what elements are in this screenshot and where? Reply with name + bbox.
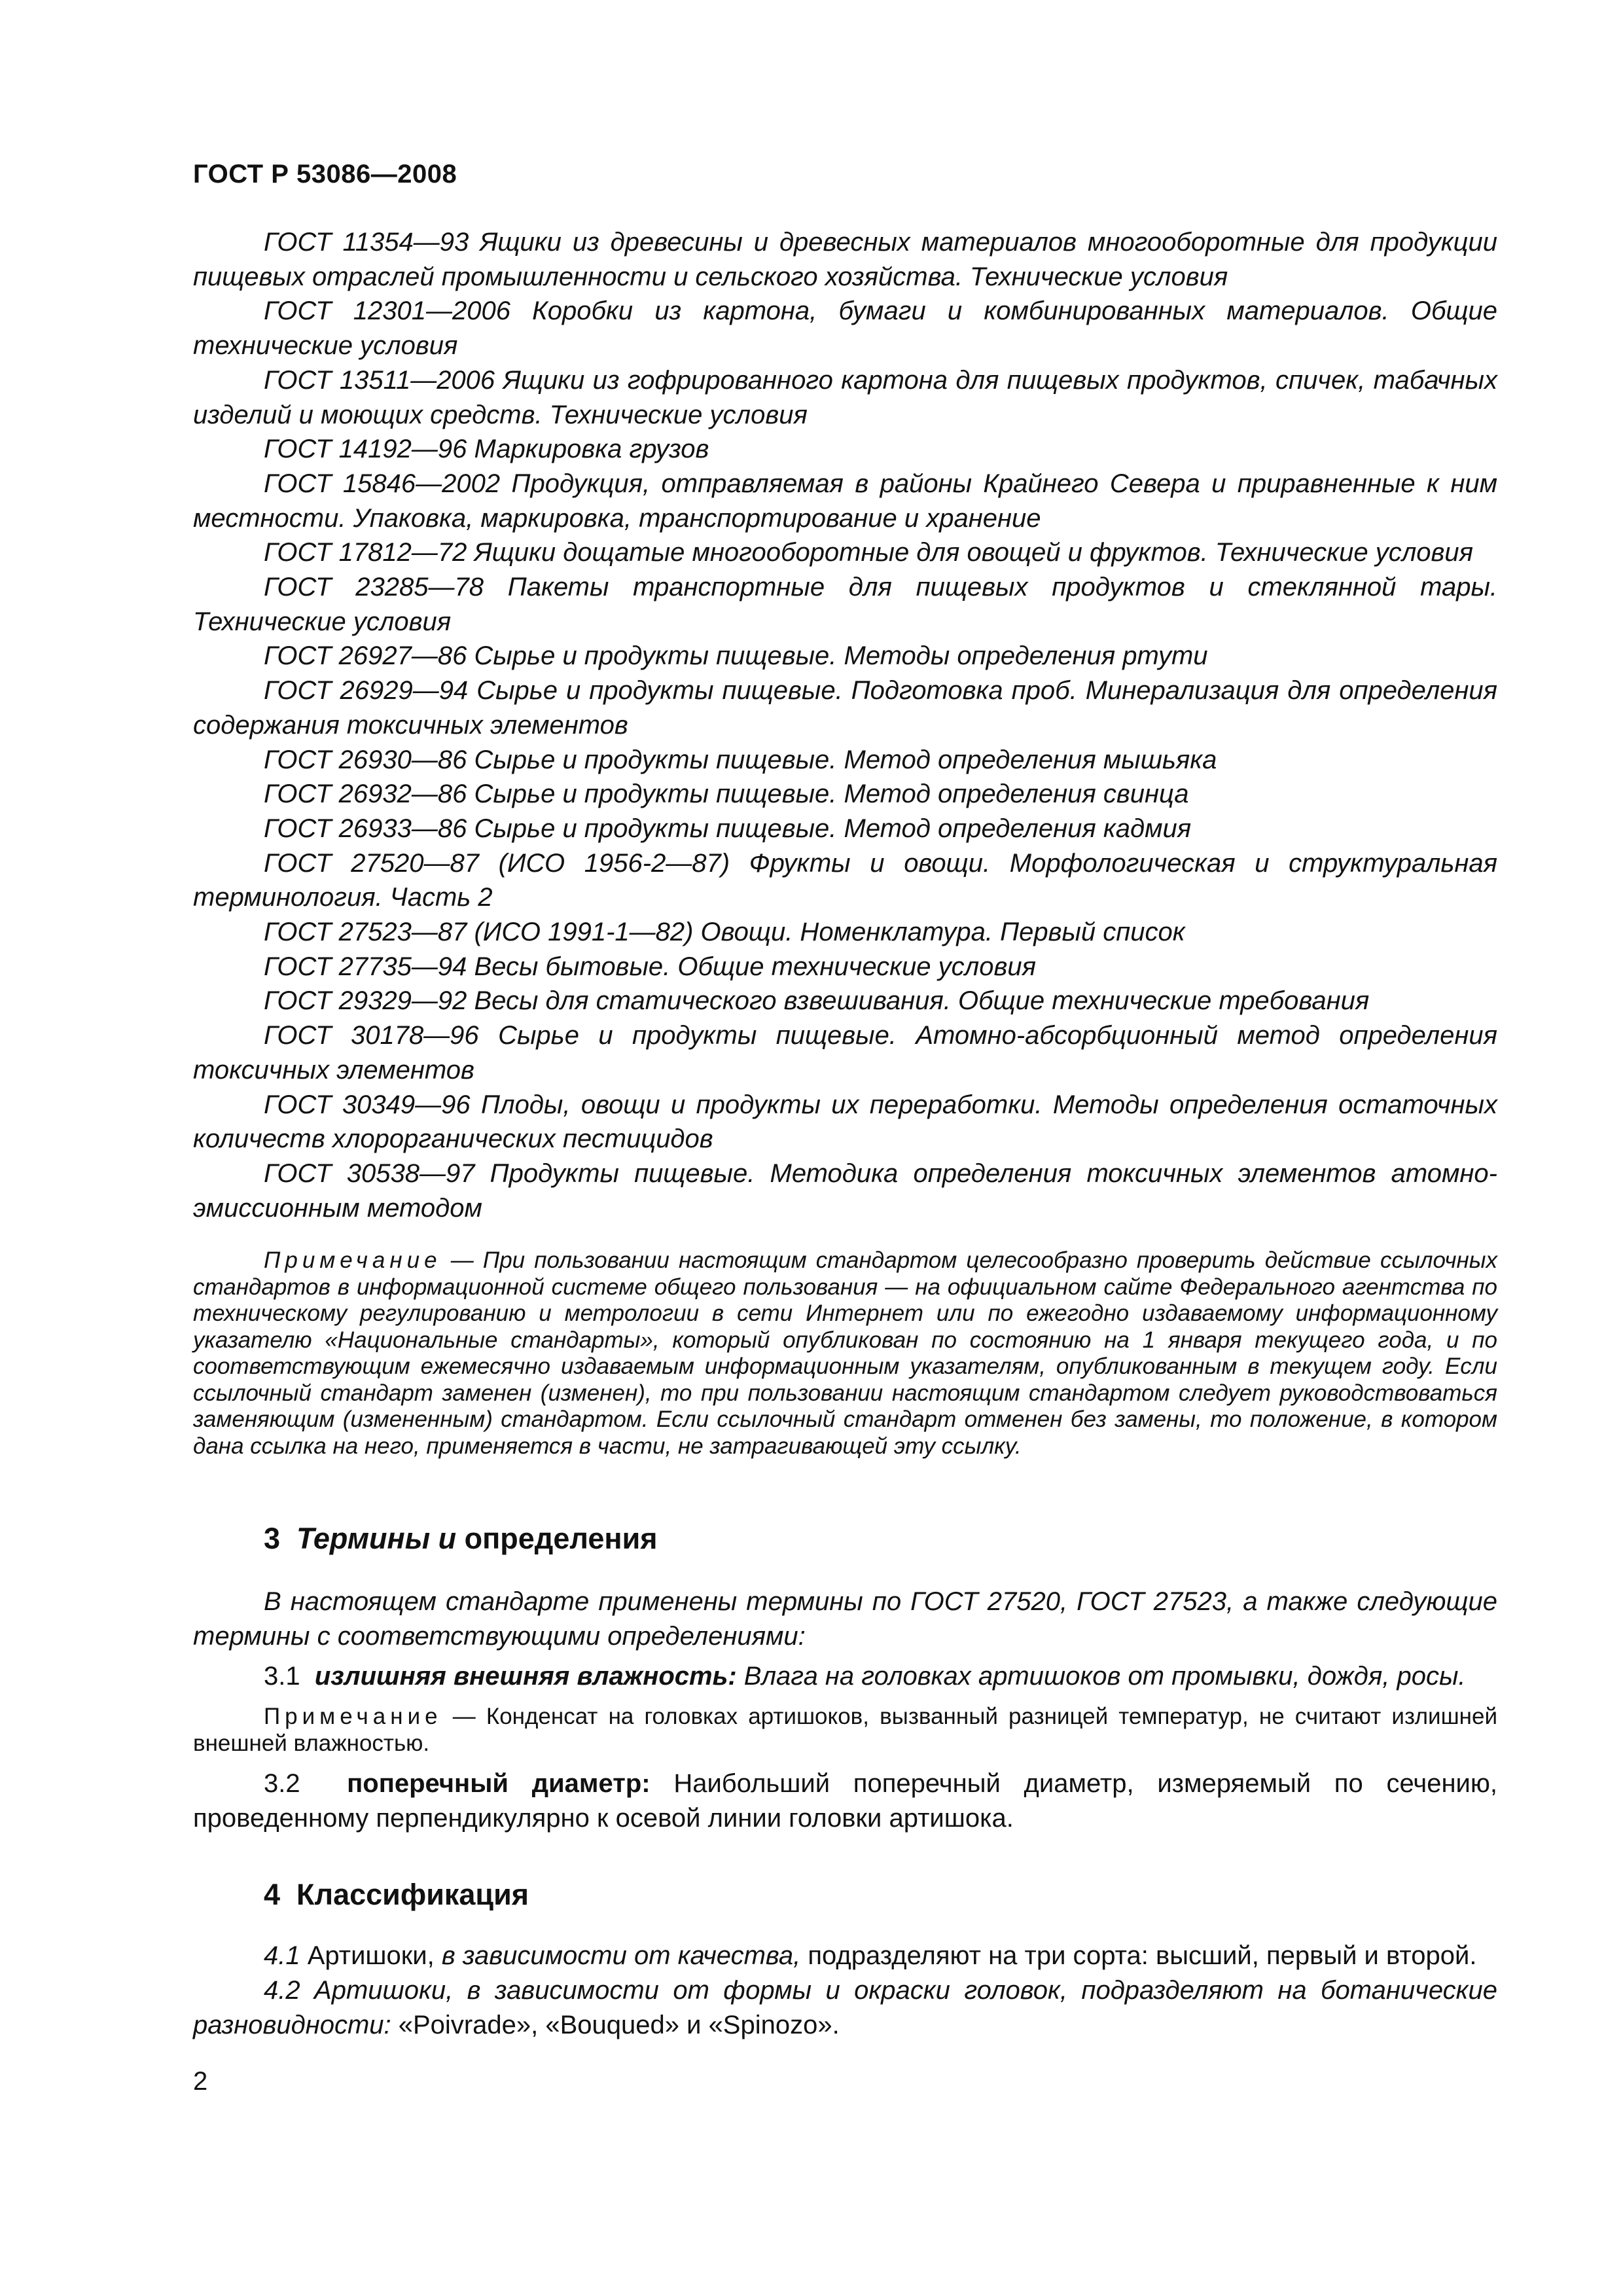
clause-text-b: в зависимости от качества,: [441, 1941, 801, 1970]
reference-item: ГОСТ 13511—2006 Ящики из гофрированного картона для пищевых продуктов, спичек, табачных изделий и моющих средств. Технические условия: [193, 365, 1497, 429]
note-label: Примечание: [264, 1704, 442, 1729]
reference-item: ГОСТ 23285—78 Пакеты транспортные для пищевых продуктов и стеклянной тары. Технические условия: [193, 573, 1497, 636]
section-4-title: [264, 1878, 529, 1912]
term-name: поперечный диаметр:: [347, 1769, 651, 1798]
term-3-1-note: [193, 1704, 1497, 1757]
normative-references-list: [193, 225, 1497, 1225]
term-name: излишняя внешняя влажность:: [314, 1662, 737, 1691]
section-title-rest: определения: [456, 1522, 658, 1555]
note-text: — При пользовании настоящим стандартом целесообразно проверить действие ссылочных стандартов в информационной системе общего пользования — на официальном сайте Федерального агентства по техническому регулированию и метрологии в сети Интернет или по ежегодно издаваемому информационному указателю «Национальные стандарты», который опубликован по состоянию на 1 января текущего года, и по соответствующим ежемесячно издаваемым информационным указателям, опубликованным в текущем году. Если ссылочный стандарт заменен (изменен), то при пользовании настоящим стандартом следует руководствоваться заменяющим (измененным) стандартом. Если ссылочный стандарт отменен без замены, то положение, в котором дана ссылка на него, применяется в части, не затрагивающей эту ссылку.: [193, 1247, 1497, 1459]
clause-number: 4.2: [264, 1976, 300, 2005]
clause-4-1: [193, 1939, 1497, 1973]
clause-4-2: [193, 1973, 1497, 2042]
reference-item: ГОСТ 15846—2002 Продукция, отправляемая в районы Крайнего Севера и приравненные к ним местности. Упаковка, маркировка, транспортирование и хранение: [193, 469, 1497, 533]
reference-item: ГОСТ 29329—92 Весы для статического взвешивания. Общие технические требования: [264, 986, 1370, 1016]
page-number: 2: [193, 2067, 208, 2096]
reference-item: ГОСТ 14192—96 Маркировка грузов: [264, 435, 709, 464]
term-3-1: [193, 1659, 1497, 1694]
reference-item: ГОСТ 26933—86 Сырье и продукты пищевые. Метод определения кадмия: [264, 814, 1192, 843]
reference-item: ГОСТ 27520—87 (ИСО 1956-2—87) Фрукты и овощи. Морфологическая и структуральная терминология. Часть 2: [193, 848, 1497, 912]
reference-item: ГОСТ 27735—94 Весы бытовые. Общие технические условия: [264, 952, 1036, 981]
term-definition: Влага на головках артишоков от промывки, дождя, росы.: [736, 1662, 1466, 1691]
reference-item: ГОСТ 30349—96 Плоды, овощи и продукты их переработки. Методы определения остаточных количеств хлорорганических пестицидов: [193, 1090, 1497, 1154]
note-label: Примечание: [264, 1247, 442, 1273]
section-number: 3: [264, 1522, 281, 1555]
reference-item: ГОСТ 26932—86 Сырье и продукты пищевые. Метод определения свинца: [264, 780, 1189, 809]
term-number: 3.2: [264, 1769, 300, 1798]
term-number: 3.1: [264, 1662, 300, 1691]
note-text: — Конденсат на головках артишоков, вызванный разницей температур, не считают излишней внешней влажностью.: [193, 1704, 1497, 1756]
reference-item: ГОСТ 30538—97 Продукты пищевые. Методика определения токсичных элементов атомно-эмиссионным методом: [193, 1158, 1497, 1223]
clause-text-b: «Poivrade», «Bouqued» и «Spinozo».: [391, 2010, 840, 2039]
reference-item: ГОСТ 26930—86 Сырье и продукты пищевые. Метод определения мышьяка: [264, 745, 1217, 774]
terms-intro: В настоящем стандарте применены термины по ГОСТ 27520, ГОСТ 27523, а также следующие термины с соответствующими определениями:: [193, 1587, 1497, 1651]
reference-item: ГОСТ 27523—87 (ИСО 1991-1—82) Овощи. Номенклатура. Первый список: [264, 918, 1185, 947]
section-title: Классификация: [296, 1878, 529, 1911]
reference-item: ГОСТ 11354—93 Ящики из древесины и древесных материалов многооборотные для продукции пищевых отраслей промышленности и сельского хозяйства. Технические условия: [193, 228, 1497, 291]
clause-text-c: подразделяют на три сорта: высший, первый и второй.: [800, 1941, 1477, 1970]
reference-item: ГОСТ 17812—72 Ящики дощатые многооборотные для овощей и фруктов. Технические условия: [264, 538, 1473, 567]
reference-item: ГОСТ 26929—94 Сырье и продукты пищевые. Подготовка проб. Минерализация для определения содержания токсичных элементов: [193, 676, 1497, 740]
term-3-2: [193, 1767, 1497, 1835]
reference-item: ГОСТ 26927—86 Сырье и продукты пищевые. Методы определения ртути: [264, 641, 1208, 671]
reference-item: ГОСТ 30178—96 Сырье и продукты пищевые. Атомно-абсорбционный метод определения токсичных элементов: [193, 1021, 1497, 1085]
references-note: [193, 1247, 1497, 1460]
section-3-title: [264, 1522, 658, 1556]
reference-item: ГОСТ 12301—2006 Коробки из картона, бумаги и комбинированных материалов. Общие технические условия: [193, 296, 1497, 361]
clause-text-a: Артишоки,: [300, 1941, 442, 1970]
clause-number: 4.1: [264, 1941, 300, 1970]
section-title-italic: Термины и: [296, 1522, 457, 1555]
document-header: ГОСТ Р 53086—2008: [193, 160, 457, 188]
section-number: 4: [264, 1878, 281, 1911]
clause-text-a: Артишоки, в зависимости от формы и окраски головок, подразделяют на ботанические разновидности:: [193, 1976, 1497, 2039]
term-definition: Наибольший поперечный диаметр, измеряемый по сечению, проведенному перпендикулярно к осевой линии головки артишока.: [193, 1769, 1498, 1833]
